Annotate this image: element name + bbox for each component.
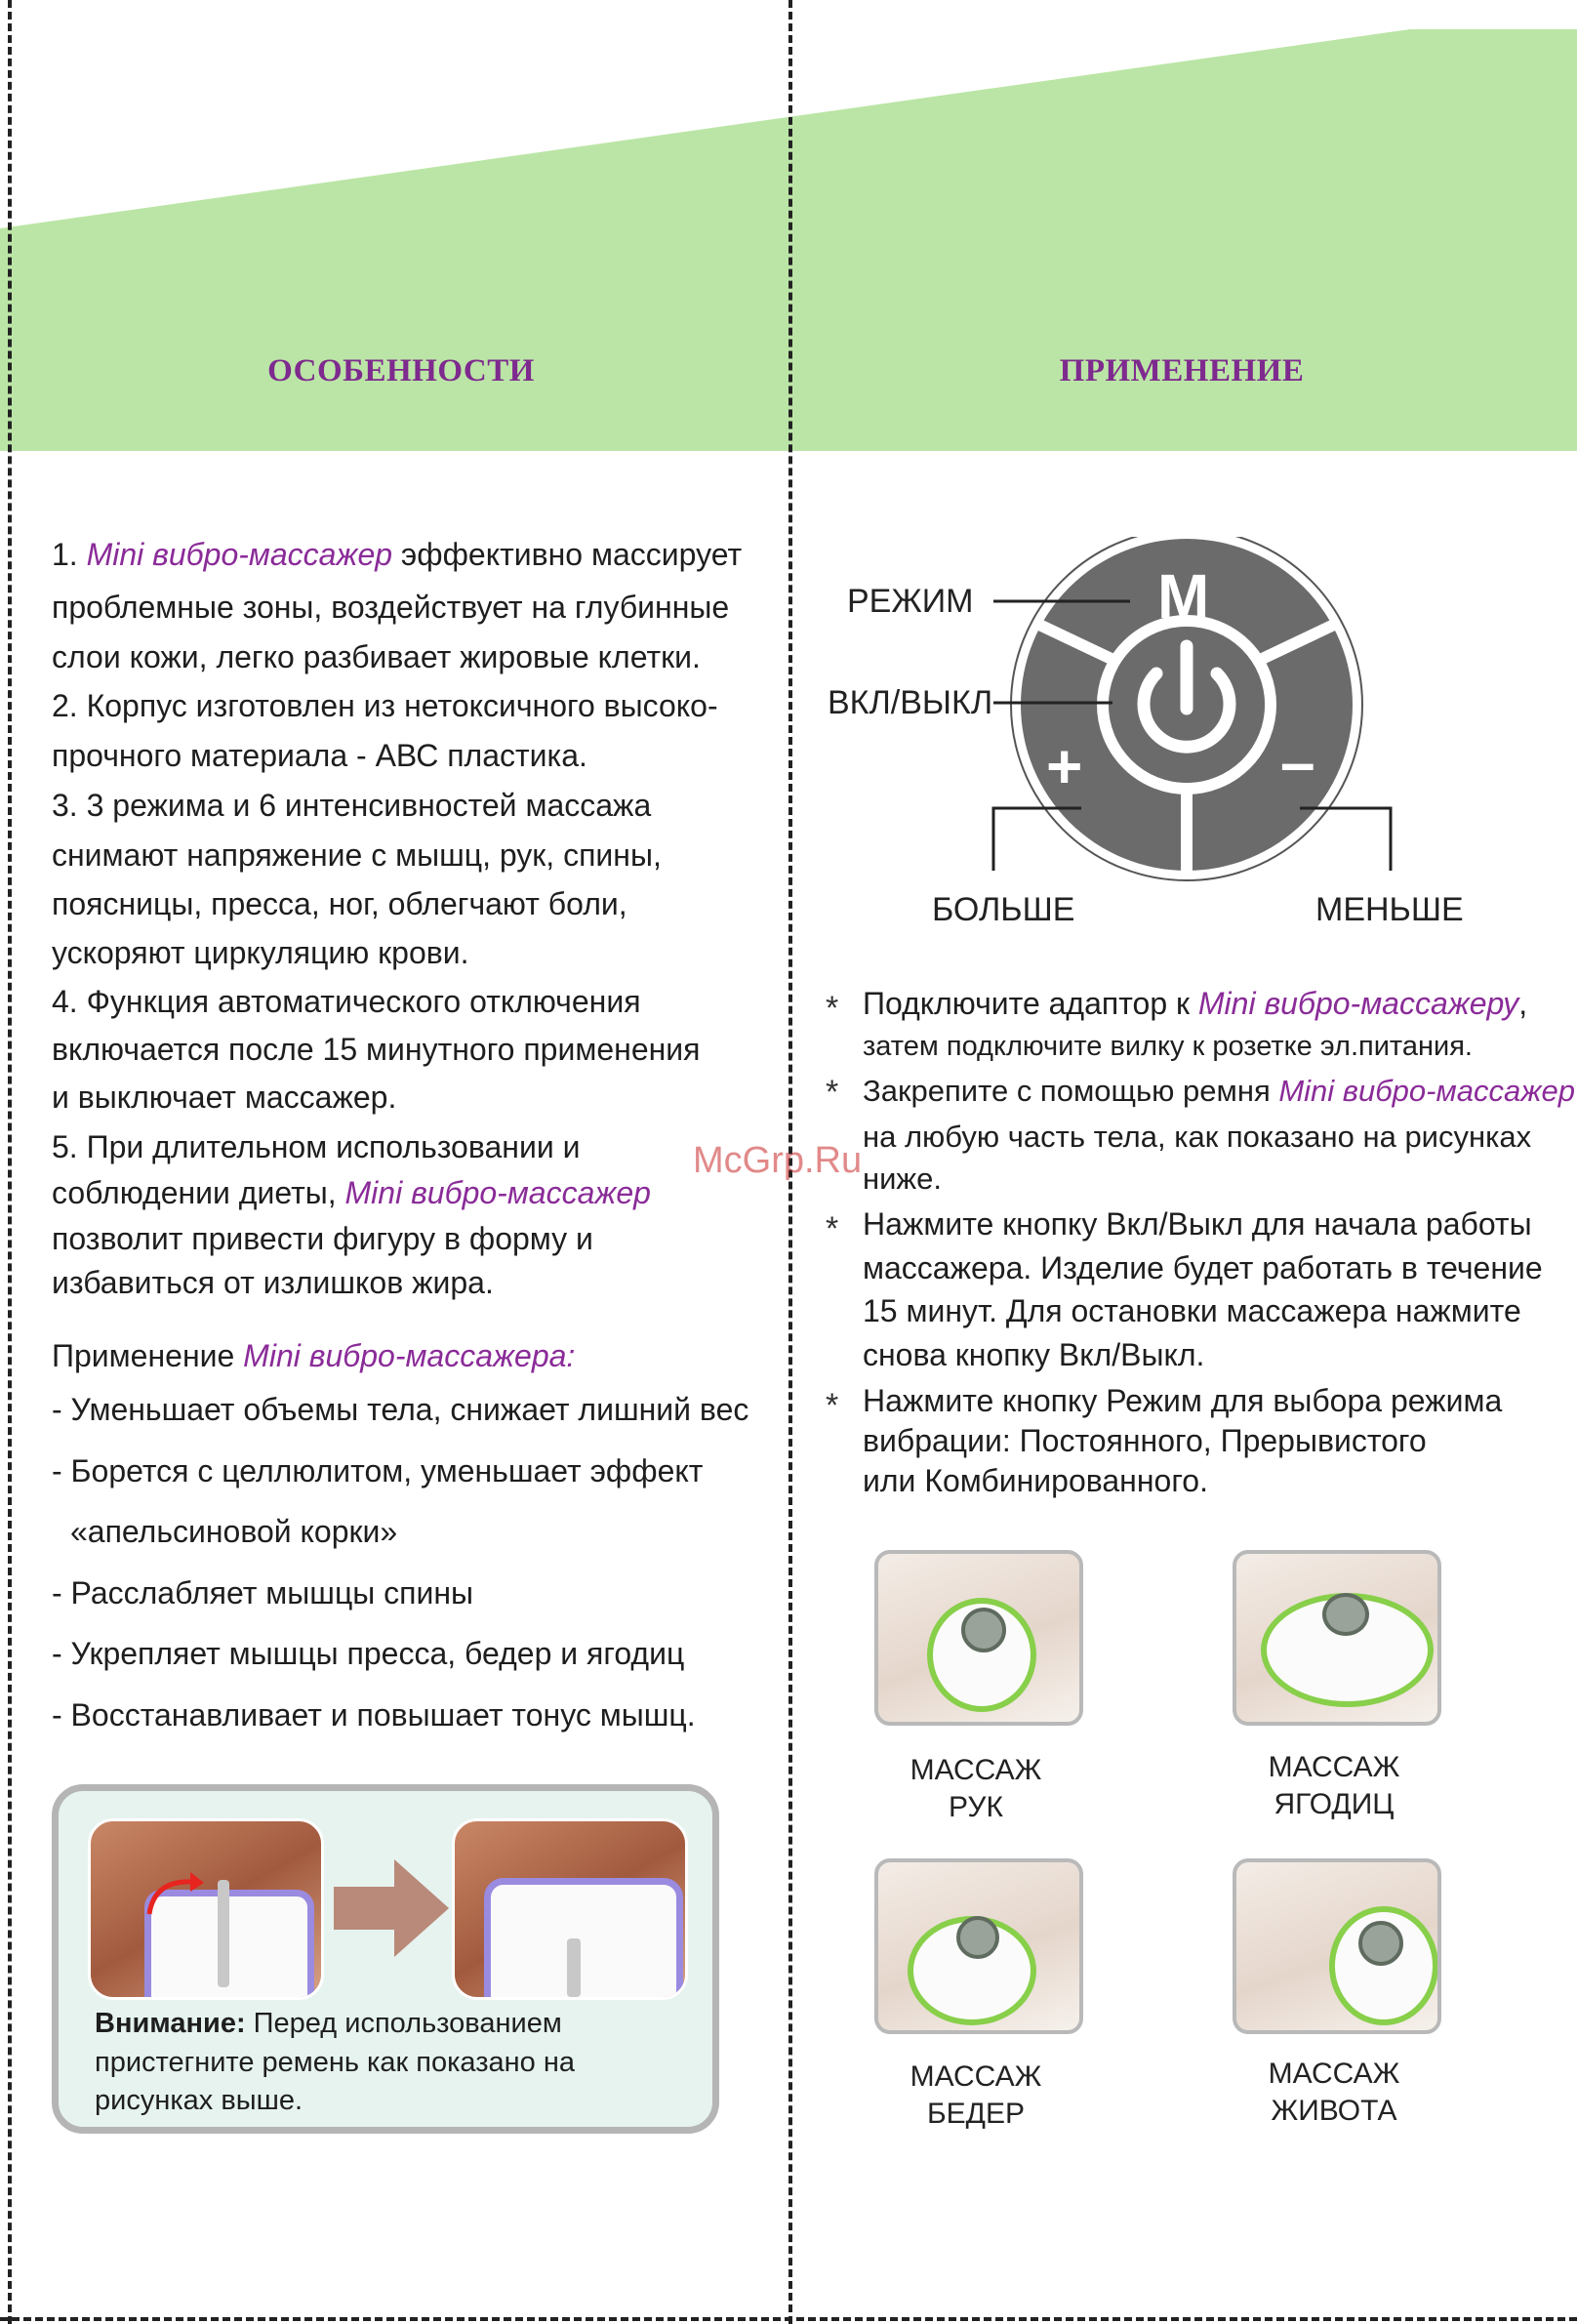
feature-4-line-1: 4. Функция автоматического отключения bbox=[52, 984, 641, 1019]
feature-4-line-2: включается после 15 минутного применения bbox=[52, 1032, 701, 1067]
product-name: Mini вибро-массажера: bbox=[243, 1338, 576, 1373]
step-1-line-2: затем подключите вилку к розетке эл.питания. bbox=[863, 1031, 1473, 1062]
step-bullet-icon: * bbox=[826, 1387, 839, 1424]
power-label: ВКЛ/ВЫКЛ bbox=[828, 684, 993, 721]
attention-note-line-1: Внимание: Перед использованием bbox=[95, 2008, 562, 2039]
step-4-line-1: Нажмите кнопку Режим для выбора режима bbox=[863, 1383, 1503, 1418]
benefit-item: - Расслабляет мышцы спины bbox=[52, 1575, 474, 1610]
benefit-item: - Восстанавливает и повышает тонус мышц. bbox=[52, 1697, 696, 1733]
features-title: ОСОБЕННОСТИ bbox=[267, 353, 535, 388]
feature-5-line-3: позволит привести фигуру в форму и bbox=[52, 1221, 593, 1256]
right-arrow-icon bbox=[334, 1859, 451, 1957]
belt-attach-photo-1 bbox=[88, 1818, 324, 2000]
usage-title: ПРИМЕНЕНИЕ bbox=[1059, 353, 1305, 388]
feature-5-line-2: соблюдении диеты, Mini вибро-массажер bbox=[52, 1175, 651, 1210]
feature-5-line-4: избавиться от излишков жира. bbox=[52, 1265, 494, 1300]
photo-belly-massage bbox=[1233, 1858, 1441, 2034]
feature-3-line-3: поясницы, пресса, ног, облегчают боли, bbox=[52, 886, 627, 921]
attention-note-line-2: пристегните ремень как показано на bbox=[95, 2047, 575, 2078]
step-3-line-2: массажера. Изделие будет работать в течение bbox=[863, 1250, 1543, 1285]
benefit-item-continued: «апельсиновой корки» bbox=[70, 1514, 398, 1549]
product-name: Mini вибро-массажер bbox=[344, 1175, 651, 1210]
mode-label: РЕЖИМ bbox=[847, 583, 974, 620]
feature-1-line-2: проблемные зоны, воздействует на глубинные bbox=[52, 590, 730, 625]
step-2-line-1: Закрепите с помощью ремня Mini вибро-массажер bbox=[863, 1074, 1576, 1108]
step-4-line-3: или Комбинированного. bbox=[863, 1463, 1208, 1498]
step-1-line-1: Подключите адаптор к Mini вибро-массажеру, bbox=[863, 986, 1528, 1021]
caption-thigh: МАССАЖ БЕДЕР bbox=[910, 2060, 1042, 2130]
feature-4-line-3: и выключает массажер. bbox=[52, 1080, 397, 1115]
photo-thigh-massage bbox=[874, 1858, 1083, 2034]
photo-arm-massage bbox=[874, 1550, 1083, 1726]
feature-2-line-1: 2. Корпус изготовлен из нетоксичного высоко- bbox=[52, 688, 718, 723]
product-name: Mini вибро-массажеру bbox=[1197, 986, 1519, 1021]
attention-note-line-3: рисунках выше. bbox=[95, 2085, 303, 2116]
bottom-cut-line bbox=[0, 2317, 1577, 2321]
benefit-item: - Уменьшает объемы тела, снижает лишний вес bbox=[52, 1392, 749, 1427]
less-label: МЕНЬШЕ bbox=[1315, 891, 1464, 928]
feature-2-line-2: прочного материала - АВС пластика. bbox=[52, 738, 587, 773]
benefit-item: - Борется с целлюлитом, уменьшает эффект bbox=[52, 1453, 704, 1488]
watermark: McGrp.Ru bbox=[693, 1140, 863, 1181]
step-bullet-icon: * bbox=[826, 1210, 839, 1247]
caption-buttocks: МАССАЖ ЯГОДИЦ bbox=[1268, 1751, 1400, 1820]
feature-1-line-3: слои кожи, легко разбивает жировые клетки. bbox=[52, 639, 701, 674]
feature-3-line-2: снимают напряжение с мышц, рук, спины, bbox=[52, 837, 662, 873]
step-2-line-2: на любую часть тела, как показано на рисунках bbox=[863, 1120, 1532, 1154]
feature-1-line-1: 1. Mini вибро-массажер эффективно массирует bbox=[52, 537, 743, 572]
benefit-item: - Укрепляет мышцы пресса, бедер и ягодиц bbox=[52, 1636, 685, 1671]
step-bullet-icon: * bbox=[826, 1074, 839, 1111]
mode-m-icon: M bbox=[1157, 561, 1210, 632]
product-name: Mini вибро-массажер bbox=[1278, 1074, 1576, 1108]
attention-note-box bbox=[52, 1784, 719, 2134]
feature-3-line-1: 3. 3 режима и 6 интенсивностей массажа bbox=[52, 788, 652, 823]
usage-heading: Применение Mini вибро-массажера: bbox=[52, 1338, 576, 1373]
belt-attach-photo-2 bbox=[452, 1818, 688, 2000]
plus-icon: + bbox=[1046, 731, 1083, 801]
step-3-line-3: 15 минут. Для остановки массажера нажмите bbox=[863, 1293, 1521, 1328]
product-name: Mini вибро-массажер bbox=[86, 537, 393, 572]
step-bullet-icon: * bbox=[826, 990, 839, 1027]
feature-5-line-1: 5. При длительном использовании и bbox=[52, 1129, 581, 1164]
step-3-line-4: снова кнопку Вкл/Выкл. bbox=[863, 1337, 1205, 1372]
left-cut-line bbox=[8, 0, 12, 2324]
minus-icon: – bbox=[1280, 727, 1315, 797]
step-3-line-1: Нажмите кнопку Вкл/Выкл для начала работы bbox=[863, 1206, 1532, 1242]
caption-belly: МАССАЖ ЖИВОТА bbox=[1268, 2058, 1400, 2127]
curved-arrow-icon bbox=[140, 1870, 208, 1919]
feature-3-line-4: ускоряют циркуляцию крови. bbox=[52, 935, 469, 970]
more-label: БОЛЬШЕ bbox=[932, 891, 1075, 928]
photo-buttocks-massage bbox=[1233, 1550, 1441, 1726]
caption-arm: МАССАЖ РУК bbox=[910, 1754, 1042, 1823]
step-2-line-3: ниже. bbox=[863, 1162, 943, 1196]
step-4-line-2: вибрации: Постоянного, Прерывистого bbox=[863, 1423, 1427, 1458]
